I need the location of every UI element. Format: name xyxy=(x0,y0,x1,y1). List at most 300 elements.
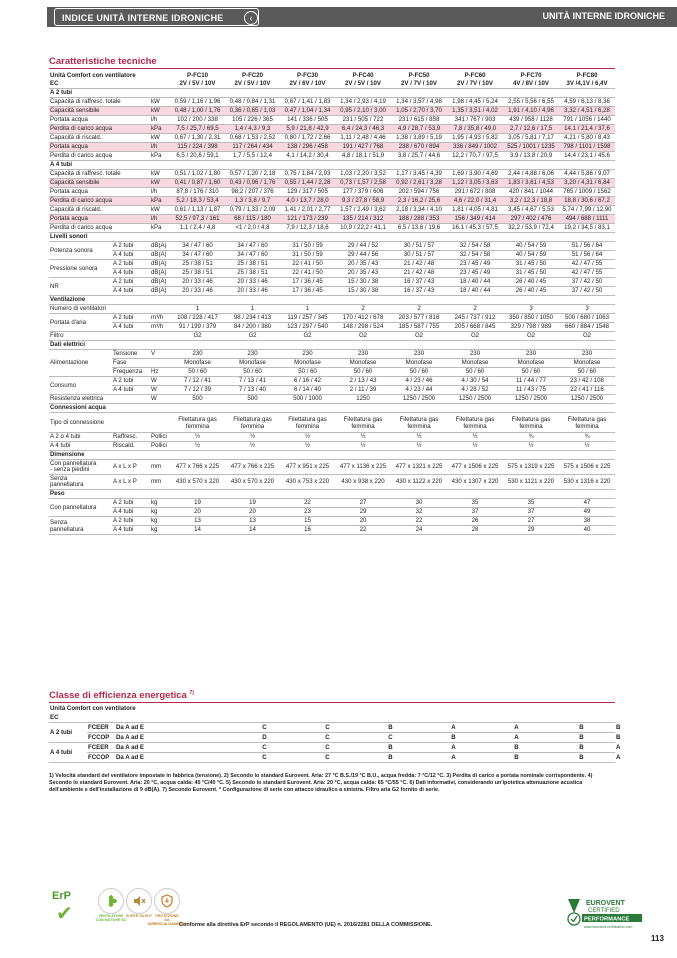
param-label: Pressione sonora xyxy=(49,260,112,278)
value-cell: 203 / 577 / 816 xyxy=(391,314,447,323)
value-cell: 202 / 594 / 756 xyxy=(391,188,447,197)
value-cell: 1,81 / 4,05 / 4,81 xyxy=(447,206,503,215)
value-cell: 91 / 199 / 379 xyxy=(170,323,225,332)
value-cell: ½ xyxy=(391,442,447,451)
connection-type-sub: femmina xyxy=(407,422,431,430)
index-button[interactable] xyxy=(54,8,259,26)
class-cell: A xyxy=(422,743,485,753)
checkmark-icon: ✔ xyxy=(56,903,73,925)
value-cell: Monofase xyxy=(447,359,503,368)
table-row xyxy=(49,152,615,161)
value-cell: 17 / 36 / 45 xyxy=(280,287,335,296)
sub-label: A 4 tubi xyxy=(112,287,150,296)
table-row xyxy=(49,314,615,323)
value-cell: 26 xyxy=(447,517,503,526)
sub-label: A 4 tubi xyxy=(112,251,150,260)
value-cell: 98,2 / 207 / 376 xyxy=(225,188,280,197)
value-cell: 1,34 / 2,93 / 4,19 xyxy=(335,98,391,107)
value-cell: 2 xyxy=(391,305,447,314)
value-cell: 1250 / 2500 xyxy=(391,395,447,404)
class-cell: B xyxy=(548,733,615,743)
value-cell: 477 x 1506 x 225 xyxy=(447,460,503,475)
value-cell: 430 x 753 x 220 xyxy=(280,475,335,490)
value-cell: 50 / 60 xyxy=(559,368,615,377)
value-cell: 26 / 40 / 45 xyxy=(503,287,559,296)
value-cell: 420 / 841 / 1044 xyxy=(503,188,559,197)
value-cell: 119 / 257 / 345 xyxy=(280,314,335,323)
index-label: FCCOP xyxy=(87,733,115,743)
value-cell: 1 xyxy=(170,305,225,314)
value-cell: 40 xyxy=(559,526,615,535)
value-cell: 22 xyxy=(280,499,335,508)
connection-type-sub: femmina xyxy=(351,422,375,430)
param-label: Perdita di carico acqua xyxy=(49,224,150,233)
value-cell: 50 / 60 xyxy=(503,368,559,377)
connection-type-sub: femmina xyxy=(575,422,599,430)
value-cell: ½ xyxy=(559,442,615,451)
class-cell: A xyxy=(422,723,485,733)
value-cell: 34 / 47 / 60 xyxy=(225,242,280,251)
sub-label: A 4 tubi xyxy=(112,508,150,517)
value-cell: 477 x 766 x 225 xyxy=(170,460,225,475)
value-cell: 31 / 45 / 50 xyxy=(503,269,559,278)
value-cell: 2,3 / 16,2 / 25,6 xyxy=(391,197,447,206)
class-cell: B xyxy=(485,743,548,753)
table-row xyxy=(49,499,615,508)
value-cell: Monofase xyxy=(280,359,335,368)
value-cell: 84 / 200 / 380 xyxy=(225,323,280,332)
value-cell: 42 / 47 / 55 xyxy=(559,260,615,269)
table-row xyxy=(49,215,615,224)
value-cell: G2 xyxy=(559,332,615,341)
value-cell: 500 / 1000 xyxy=(280,395,335,404)
value-cell: 25 / 38 / 51 xyxy=(225,269,280,278)
value-cell: Monofase xyxy=(503,359,559,368)
value-cell: 329 / 798 / 989 xyxy=(503,323,559,332)
value-cell: 0,95 / 2,10 / 3,00 xyxy=(335,107,391,116)
table-row xyxy=(49,179,615,188)
value-cell: 22 / 41 / 50 xyxy=(280,260,335,269)
table-row xyxy=(49,713,615,723)
sub-label: A x L x P xyxy=(112,475,150,490)
table-row xyxy=(49,413,615,433)
value-cell xyxy=(559,413,615,433)
value-cell: G2 xyxy=(503,332,559,341)
param-label: A 2 o 4 tubi xyxy=(49,433,112,442)
value-cell: 19,2 / 34,5 / 83,1 xyxy=(559,224,615,233)
value-cell: G2 xyxy=(335,332,391,341)
value-cell: 148 / 298 / 524 xyxy=(335,323,391,332)
unit-cell: W xyxy=(150,386,170,395)
value-cell: 7,5 / 25,7 / 69,5 xyxy=(170,125,225,134)
unit-cell: kg xyxy=(150,508,170,517)
table-row xyxy=(49,377,615,386)
class-cell: C xyxy=(296,753,359,763)
index-label: FCEER xyxy=(87,723,115,733)
unit-cell: W xyxy=(150,377,170,386)
table-row xyxy=(49,134,615,143)
value-cell: 17 / 36 / 45 xyxy=(280,278,335,287)
model-header: P-FC80 xyxy=(576,72,598,80)
value-cell: 13 xyxy=(170,517,225,526)
value-cell: ½ xyxy=(503,442,559,451)
value-cell: 7 / 12 / 41 xyxy=(170,377,225,386)
value-cell: 0,48 / 1,00 / 1,76 xyxy=(170,107,225,116)
value-cell: 2 / 13 / 43 xyxy=(335,377,391,386)
table-row xyxy=(49,490,615,499)
connection-type: Filettatura gas xyxy=(567,415,607,423)
group-header: Ventilazione xyxy=(49,296,615,305)
table-row xyxy=(49,442,615,451)
value-cell: 7,9 / 12,3 / 18,6 xyxy=(280,224,335,233)
value-cell: 0,55 / 1,44 / 2,28 xyxy=(280,179,335,188)
value-cell: 15 xyxy=(280,517,335,526)
value-cell xyxy=(170,723,233,733)
power-header: 2V / 5V / 10V xyxy=(335,80,391,89)
table-row xyxy=(49,269,615,278)
model-header: P-FC50 xyxy=(408,72,430,80)
unit-cell: kW xyxy=(150,170,170,179)
value-cell: 5,74 / 7,99 / 12,90 xyxy=(559,206,615,215)
value-cell: 430 x 570 x 220 xyxy=(225,475,280,490)
value-cell: 13 xyxy=(225,517,280,526)
param-label: Numero di ventilatori xyxy=(49,305,170,314)
index-label: FCCOP xyxy=(87,753,115,763)
table-row xyxy=(49,350,615,359)
value-cell: G2 xyxy=(170,332,225,341)
connection-type-sub: femmina xyxy=(295,422,320,430)
value-cell: 2,18 / 3,34 / 4,10 xyxy=(391,206,447,215)
value-cell: 0,51 / 1,02 / 1,80 xyxy=(170,170,225,179)
sub-label: A x L x P xyxy=(112,460,150,475)
param-label xyxy=(49,517,112,535)
table-row xyxy=(49,251,615,260)
value-cell: 18 / 40 / 44 xyxy=(447,278,503,287)
mute-label: SUPER SILENT xyxy=(125,914,153,918)
class-cell: A xyxy=(485,723,548,733)
connection-type: Filettatura gas xyxy=(178,415,217,423)
value-cell: 3 xyxy=(503,305,559,314)
table-row xyxy=(49,233,615,242)
value-cell: 2 / 11 / 39 xyxy=(335,386,391,395)
value-cell: 477 x 951 x 225 xyxy=(280,460,335,475)
value-cell: 50 / 60 xyxy=(170,368,225,377)
sub-label: Raffresc. xyxy=(112,433,150,442)
connection-type-sub: femmina xyxy=(240,422,265,430)
class-cell: A xyxy=(485,733,548,743)
value-cell: 494 / 688 / 1111 xyxy=(559,215,615,224)
param-label: Capacità sensibile xyxy=(49,179,150,188)
value-cell: Monofase xyxy=(559,359,615,368)
table-row xyxy=(49,80,615,89)
value-cell: Monofase xyxy=(335,359,391,368)
section-title: UNITÀ INTERNE IDRONICHE xyxy=(542,11,665,21)
class-cell: C xyxy=(233,753,296,763)
class-cell: B xyxy=(548,753,615,763)
value-cell: 1250 / 2500 xyxy=(503,395,559,404)
unit-cell: dB(A) xyxy=(150,242,170,251)
value-cell: 15 / 30 / 38 xyxy=(335,287,391,296)
value-cell: 22 / 41 / 50 xyxy=(280,269,335,278)
label-line: Senza xyxy=(50,474,68,482)
value-cell: 16 / 37 / 43 xyxy=(391,278,447,287)
value-cell: 26 / 40 / 45 xyxy=(503,278,559,287)
sub-label: A 2 tubi xyxy=(112,314,150,323)
range-label: Da A ad E xyxy=(115,753,170,763)
value-cell: 37 / 42 / 50 xyxy=(559,287,615,296)
connection-type: Filettatura gas xyxy=(399,415,439,423)
value-cell: 7 / 13 / 40 xyxy=(225,386,280,395)
value-cell: 6,4 / 24,3 / 46,3 xyxy=(335,125,391,134)
model-header: P-FC70 xyxy=(520,72,542,80)
param-label: Capacità di riscald. xyxy=(49,206,150,215)
param-label: Portata d'aria xyxy=(49,314,112,332)
index-label: FCEER xyxy=(87,743,115,753)
value-cell: 11 / 44 / 77 xyxy=(503,377,559,386)
group-header: Connessioni acqua xyxy=(49,404,615,413)
sub-label: A 4 tubi xyxy=(112,386,150,395)
value-cell: 32,2 / 53,9 / 72,4 xyxy=(503,224,559,233)
table-row xyxy=(49,287,615,296)
value-cell: 30 / 51 / 57 xyxy=(391,251,447,260)
param-label: Resistenza elettrica xyxy=(49,395,150,404)
value-cell: 32 / 54 / 58 xyxy=(447,251,503,260)
value-cell: 238 / 670 / 894 xyxy=(391,143,447,152)
sub-label: A 2 tubi xyxy=(112,260,150,269)
value-cell: 10,9 / 22,2 / 41,1 xyxy=(335,224,391,233)
value-cell: 20 / 35 / 43 xyxy=(335,269,391,278)
range-label: Da A ad E xyxy=(115,733,170,743)
value-cell: 19 xyxy=(225,499,280,508)
value-cell: 230 xyxy=(391,350,447,359)
value-cell: 0,75 / 1,84 / 2,93 xyxy=(280,170,335,179)
label-line: Con pannellatura xyxy=(50,459,97,467)
table-row xyxy=(49,451,615,460)
group-header: A 4 tubi xyxy=(49,161,615,170)
value-cell: 20 / 35 / 43 xyxy=(335,260,391,269)
value-cell: 0,47 / 1,04 / 1,34 xyxy=(280,107,335,116)
unit-cell: kPa xyxy=(150,152,170,161)
erp-conformity: Conforme alla direttiva ErP secondo il REGOLAMENTO (UE) n. 2016/2281 DELLA COMMISSIONE. xyxy=(179,922,433,928)
value-cell: 191 / 427 / 768 xyxy=(335,143,391,152)
unit-cell: kg xyxy=(150,517,170,526)
value-cell xyxy=(391,413,447,433)
value-cell: 765 / 1009 / 1562 xyxy=(559,188,615,197)
value-cell: 23 xyxy=(280,508,335,517)
value-cell: 1,7 / 5,5 / 12,4 xyxy=(225,152,280,161)
eurovent-certified: CERTIFIED xyxy=(588,908,620,914)
connection-type-sub: femmina xyxy=(185,422,210,430)
param-label: Capacità sensibile xyxy=(49,107,150,116)
value-cell: 51 / 56 / 64 xyxy=(559,251,615,260)
value-cell: 35 xyxy=(447,499,503,508)
unit-cell: mm xyxy=(150,475,170,490)
table-row xyxy=(49,125,615,134)
value-cell: 1,35 / 3,51 / 4,02 xyxy=(447,107,503,116)
unit-cell: l/h xyxy=(150,188,170,197)
table-row xyxy=(49,188,615,197)
chevron-left-icon[interactable]: ‹ xyxy=(244,11,258,25)
value-cell: 3,2 / 12,3 / 18,8 xyxy=(503,197,559,206)
connection-type: Filettatura gas xyxy=(288,415,327,423)
value-cell: 129 / 317 / 505 xyxy=(280,188,335,197)
table-row xyxy=(49,98,615,107)
table-row xyxy=(49,296,615,305)
value-cell: 47 xyxy=(559,499,615,508)
value-cell xyxy=(447,413,503,433)
value-cell xyxy=(503,413,559,433)
eurovent-logo xyxy=(566,895,658,933)
value-cell: ½ xyxy=(447,433,503,442)
value-cell: 30 / 51 / 57 xyxy=(391,242,447,251)
value-cell: 135 / 214 / 312 xyxy=(335,215,391,224)
value-cell: 20 xyxy=(170,508,225,517)
value-cell: 500 xyxy=(170,395,225,404)
value-cell: 1,38 / 3,89 / 5,19 xyxy=(391,134,447,143)
value-cell: 38 xyxy=(559,517,615,526)
value-cell: 0,36 / 0,65 / 1,03 xyxy=(225,107,280,116)
value-cell: 14 xyxy=(170,526,225,535)
value-cell: 430 x 1307 x 220 xyxy=(447,475,503,490)
value-cell: 430 x 570 x 220 xyxy=(170,475,225,490)
sub-label: A 2 tubi xyxy=(112,377,150,386)
unit-cell: kW xyxy=(150,179,170,188)
value-cell: 50 / 60 xyxy=(225,368,280,377)
value-cell: 430 x 1122 x 220 xyxy=(391,475,447,490)
param-label: A 4 tubi xyxy=(49,442,112,451)
value-cell: ¾ xyxy=(559,433,615,442)
model-header: P-FC60 xyxy=(464,72,486,80)
value-cell: 22 / 41 / 116 xyxy=(559,386,615,395)
value-cell: 1,98 / 4,45 / 5,24 xyxy=(447,98,503,107)
value-cell: 5,2 / 18,3 / 53,4 xyxy=(170,197,225,206)
value-cell: G2 xyxy=(391,332,447,341)
value-cell: 3 xyxy=(559,305,615,314)
connection-type-sub: femmina xyxy=(519,422,543,430)
value-cell: G2 xyxy=(447,332,503,341)
unit-cell: dB(A) xyxy=(150,287,170,296)
value-cell xyxy=(170,413,225,433)
value-cell: 138 / 296 / 458 xyxy=(280,143,335,152)
power-header: 2V / 7V / 10V xyxy=(391,80,447,89)
unit-cell: l/h xyxy=(150,215,170,224)
value-cell: 230 xyxy=(170,350,225,359)
value-cell: 34 / 47 / 60 xyxy=(225,251,280,260)
param-label: Portata acqua xyxy=(49,143,150,152)
param-label: Perdita di carico acqua xyxy=(49,197,150,206)
value-cell: 230 xyxy=(335,350,391,359)
value-cell: 575 x 1506 x 225 xyxy=(559,460,615,475)
unit-cell: kPa xyxy=(150,125,170,134)
unit-label: Unità Comfort con ventilatore xyxy=(50,72,136,80)
param-label: Portata acqua xyxy=(49,116,150,125)
fan-label: VENTILATORE CON MOTORE EC xyxy=(95,914,127,923)
value-cell: 4,8 / 18,1 / 51,9 xyxy=(335,152,391,161)
sub-label: A 4 tubi xyxy=(112,526,150,535)
value-cell: 6 / 16 / 42 xyxy=(280,377,335,386)
value-cell: 525 / 1001 / 1235 xyxy=(503,143,559,152)
value-cell: 20 xyxy=(225,508,280,517)
value-cell: 20 / 33 / 46 xyxy=(225,287,280,296)
value-cell: 230 xyxy=(225,350,280,359)
value-cell: 2,44 / 4,88 / 6,06 xyxy=(503,170,559,179)
sub-label: Frequenza xyxy=(112,368,150,377)
unit-cell: Pollici xyxy=(150,433,170,442)
table-row xyxy=(49,260,615,269)
header-bar xyxy=(47,7,677,27)
range-label: Da A ad E xyxy=(115,743,170,753)
eurovent-url: www.eurovent-certification.com xyxy=(584,925,633,929)
table-row xyxy=(49,368,615,377)
table-row xyxy=(49,460,615,475)
power-header: 2V / 6V / 10V xyxy=(280,80,335,89)
value-cell: 42 / 47 / 55 xyxy=(559,269,615,278)
unit-cell: W xyxy=(150,395,170,404)
value-cell: 68 / 115 / 180 xyxy=(225,215,280,224)
value-cell: 40 / 54 / 59 xyxy=(503,242,559,251)
value-cell: 21 / 42 / 48 xyxy=(391,269,447,278)
value-cell: 32 / 54 / 58 xyxy=(447,242,503,251)
value-cell xyxy=(170,753,233,763)
value-cell: 3,8 / 25,7 / 44,6 xyxy=(391,152,447,161)
table-row xyxy=(49,395,615,404)
value-cell: 291 / 672 / 808 xyxy=(447,188,503,197)
value-cell: 1,1 / 2,4 / 4,8 xyxy=(170,224,225,233)
value-cell: 50 / 60 xyxy=(335,368,391,377)
param-label: NR xyxy=(49,278,112,296)
param-label: Perdita di carico acqua xyxy=(49,152,150,161)
class-cell: B xyxy=(359,743,422,753)
class-cell: C xyxy=(359,733,422,743)
value-cell: 18,8 / 30,6 / 67,2 xyxy=(559,197,615,206)
value-cell: <1 / 2,0 / 4,8 xyxy=(225,224,280,233)
param-label xyxy=(49,460,112,475)
value-cell: ½ xyxy=(280,433,335,442)
value-cell: 230 xyxy=(447,350,503,359)
param-label: Perdita di carico acqua xyxy=(49,125,150,134)
value-cell: 52,5 / 97,3 / 161 xyxy=(170,215,225,224)
value-cell: 37 xyxy=(503,508,559,517)
value-cell: 530 x 1121 x 220 xyxy=(503,475,559,490)
value-cell: 1,3 / 3,8 / 9,7 xyxy=(225,197,280,206)
table-row xyxy=(49,526,615,535)
value-cell: 1,05 / 2,70 / 3,70 xyxy=(391,107,447,116)
table-row xyxy=(49,224,615,233)
unit-cell: m³/h xyxy=(150,323,170,332)
value-cell: 4,6 / 22,0 / 31,4 xyxy=(447,197,503,206)
group-header: Peso xyxy=(49,490,615,499)
table-row xyxy=(49,170,615,179)
value-cell: 3,05 / 5,81 / 7,17 xyxy=(503,134,559,143)
table-row xyxy=(49,359,615,368)
table-row xyxy=(49,475,615,490)
value-cell: 0,73 / 1,57 / 2,58 xyxy=(335,179,391,188)
unit-label-ec: EC xyxy=(49,713,615,723)
value-cell: 29 xyxy=(335,508,391,517)
value-cell: 16 / 37 / 43 xyxy=(391,287,447,296)
value-cell: 4,9 / 28,7 / 53,9 xyxy=(391,125,447,134)
class-cell: C xyxy=(296,743,359,753)
table-row xyxy=(49,404,615,413)
value-cell: 1,83 / 3,61 / 4,53 xyxy=(503,179,559,188)
value-cell: 40 / 54 / 59 xyxy=(503,251,559,260)
value-cell: 31 / 50 / 59 xyxy=(280,242,335,251)
power-header: 2V / 5V / 10V xyxy=(170,80,225,89)
sub-label: Fase xyxy=(112,359,150,368)
value-cell: 2 xyxy=(335,305,391,314)
value-cell: 37 / 42 / 50 xyxy=(559,278,615,287)
value-cell: 9,3 / 27,8 / 58,9 xyxy=(335,197,391,206)
